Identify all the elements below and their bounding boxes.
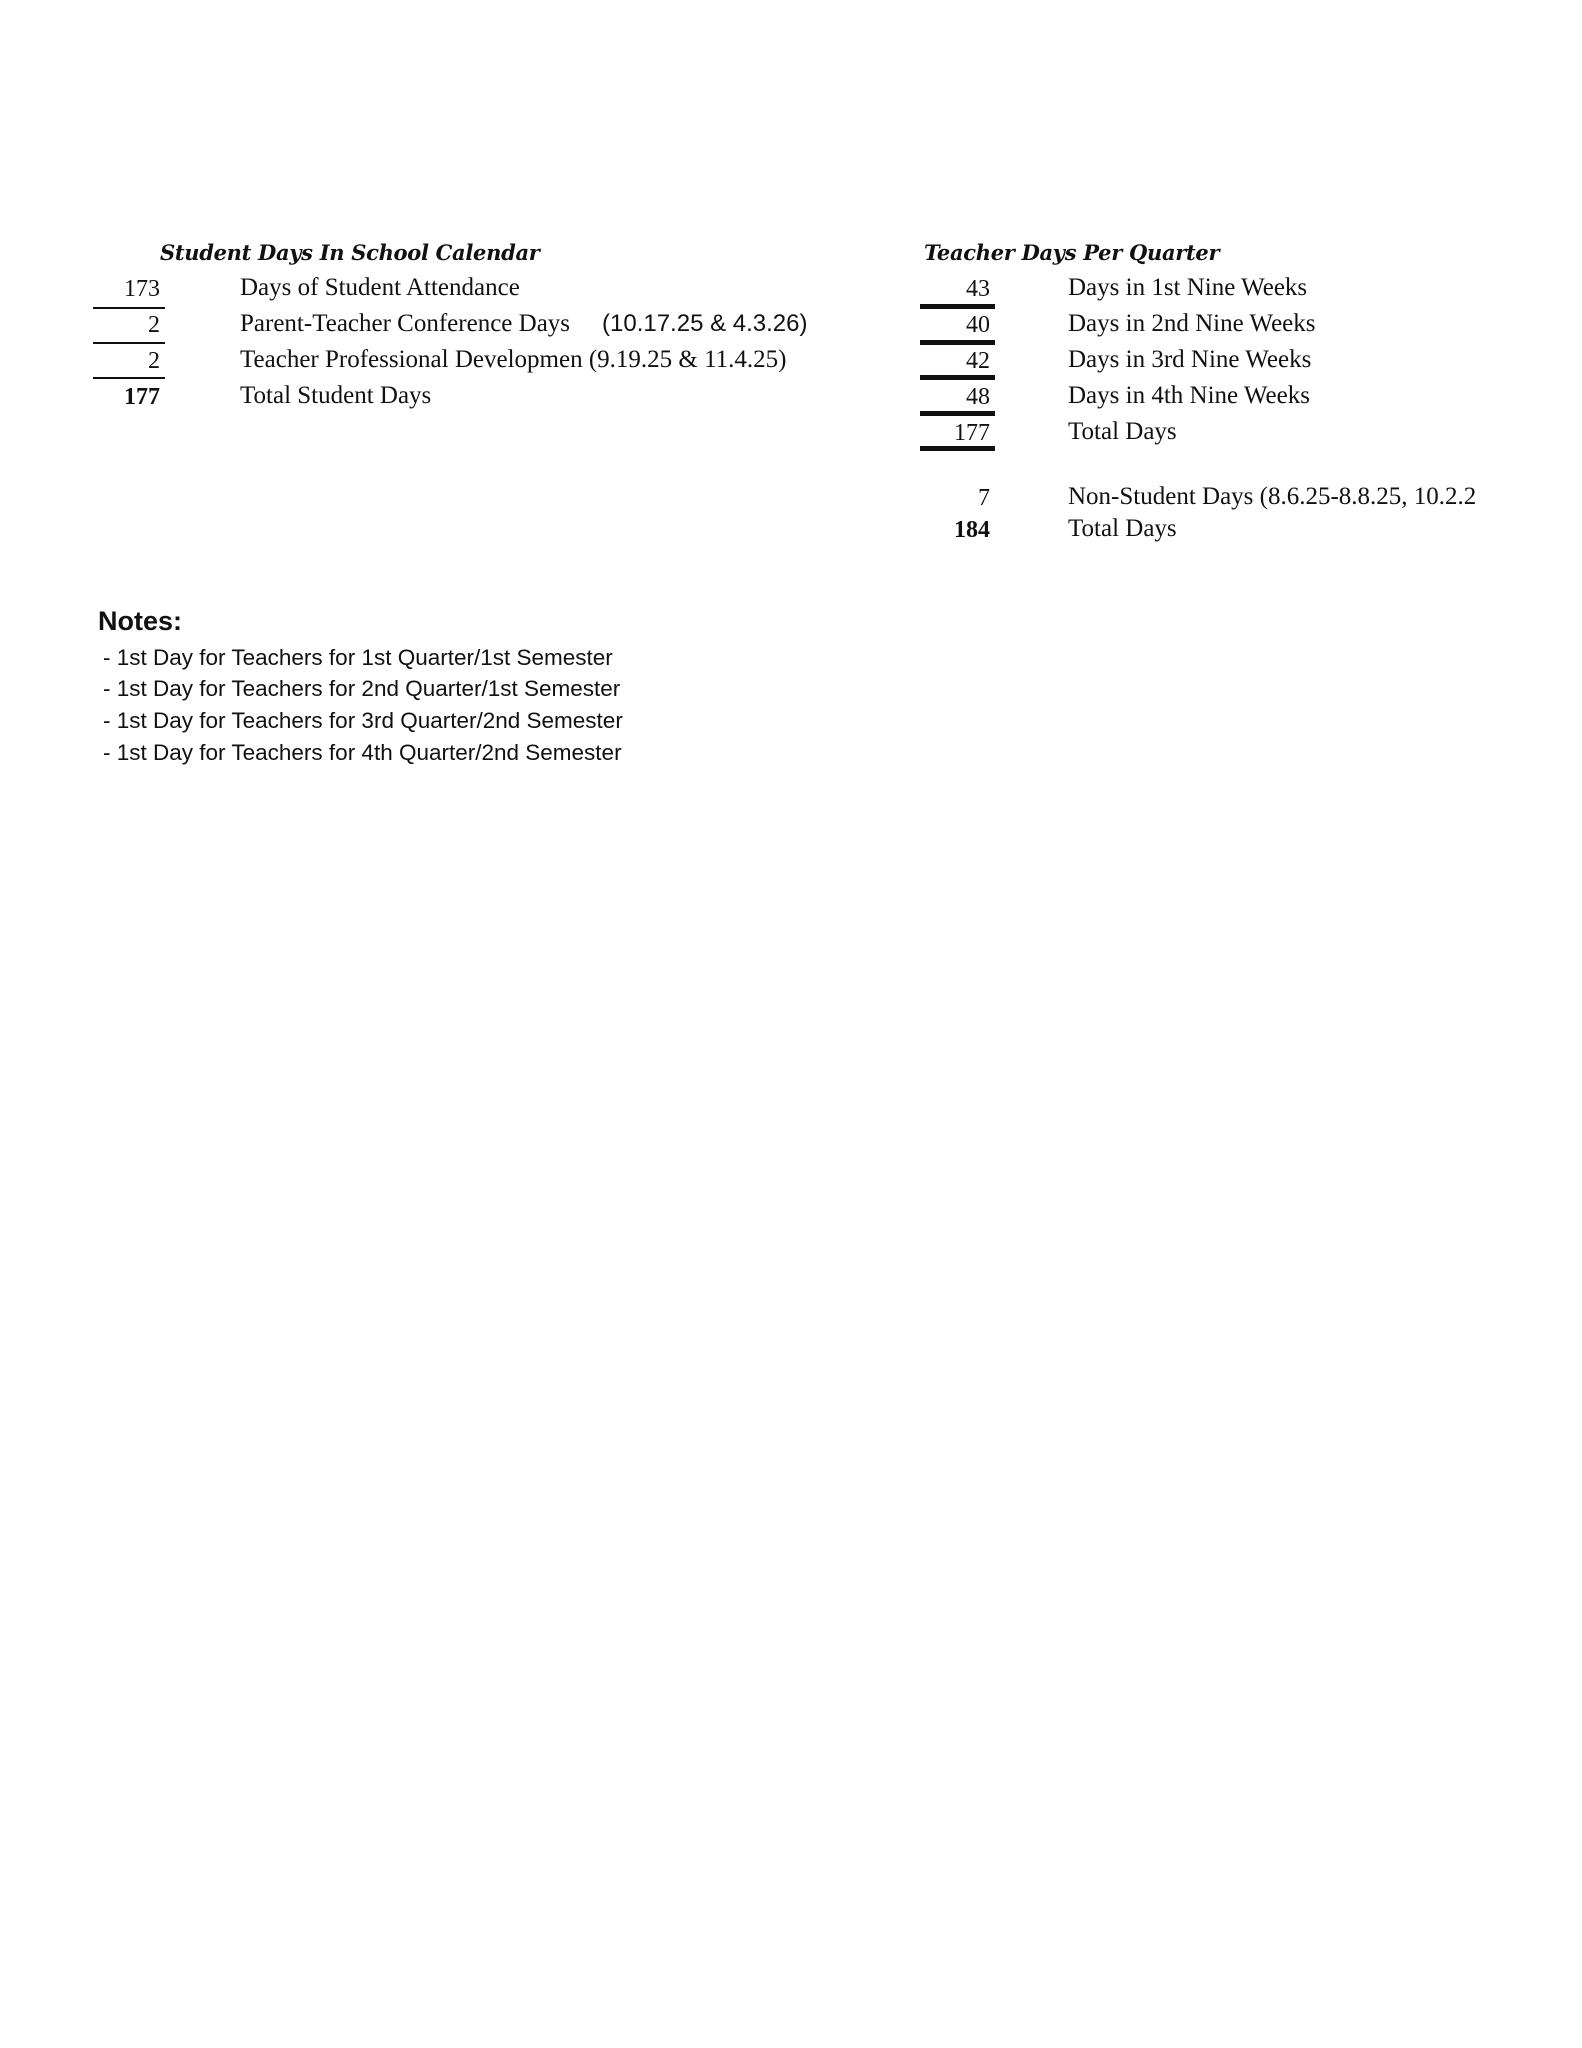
q4-days-value: 48 [966,384,990,410]
conference-days-dates: (10.17.25 & 4.3.26) [602,310,808,337]
q3-days-label: Days in 3rd Nine Weeks [1068,346,1312,373]
q2-days-value: 40 [966,312,990,338]
grand-total-days-value: 184 [954,517,990,543]
grand-total-days-label: Total Days [1068,515,1177,542]
non-student-days-label: Non-Student Days (8.6.25-8.8.25, 10.2.2 [1068,483,1477,510]
total-teacher-days-value: 177 [954,420,990,446]
divider [920,446,995,451]
note-item: - 1st Day for Teachers for 1st Quarter/1st Semester [103,645,613,670]
divider [920,304,995,309]
notes-title: Notes: [98,606,183,636]
student-attendance-label: Days of Student Attendance [240,274,520,301]
note-item: - 1st Day for Teachers for 2nd Quarter/1st Semester [103,676,621,701]
divider [93,307,165,309]
student-days-heading: Student Days In School Calendar [160,240,540,265]
teacher-days-heading: Teacher Days Per Quarter [924,240,1220,265]
total-teacher-days-label: Total Days [1068,418,1177,445]
note-item: - 1st Day for Teachers for 3rd Quarter/2nd Semester [103,708,623,733]
divider [920,340,995,345]
divider [93,377,165,379]
conference-days-label: Parent-Teacher Conference Days [240,310,571,337]
q3-days-value: 42 [966,348,990,374]
non-student-days-value: 7 [978,485,990,511]
total-student-days-value: 177 [124,384,160,410]
conference-days-value: 2 [148,312,160,338]
note-item: - 1st Day for Teachers for 4th Quarter/2nd Semester [103,740,622,765]
divider [93,342,165,344]
q1-days-value: 43 [966,276,990,302]
total-student-days-label: Total Student Days [240,382,432,409]
q1-days-label: Days in 1st Nine Weeks [1068,274,1308,301]
professional-development-value: 2 [148,348,160,374]
q4-days-label: Days in 4th Nine Weeks [1068,382,1310,409]
divider [920,375,995,380]
professional-development-label: Teacher Professional Developmen (9.19.25 & 11.4.25) [240,346,787,373]
divider [920,411,995,416]
student-attendance-value: 173 [124,276,160,302]
q2-days-label: Days in 2nd Nine Weeks [1068,310,1316,337]
